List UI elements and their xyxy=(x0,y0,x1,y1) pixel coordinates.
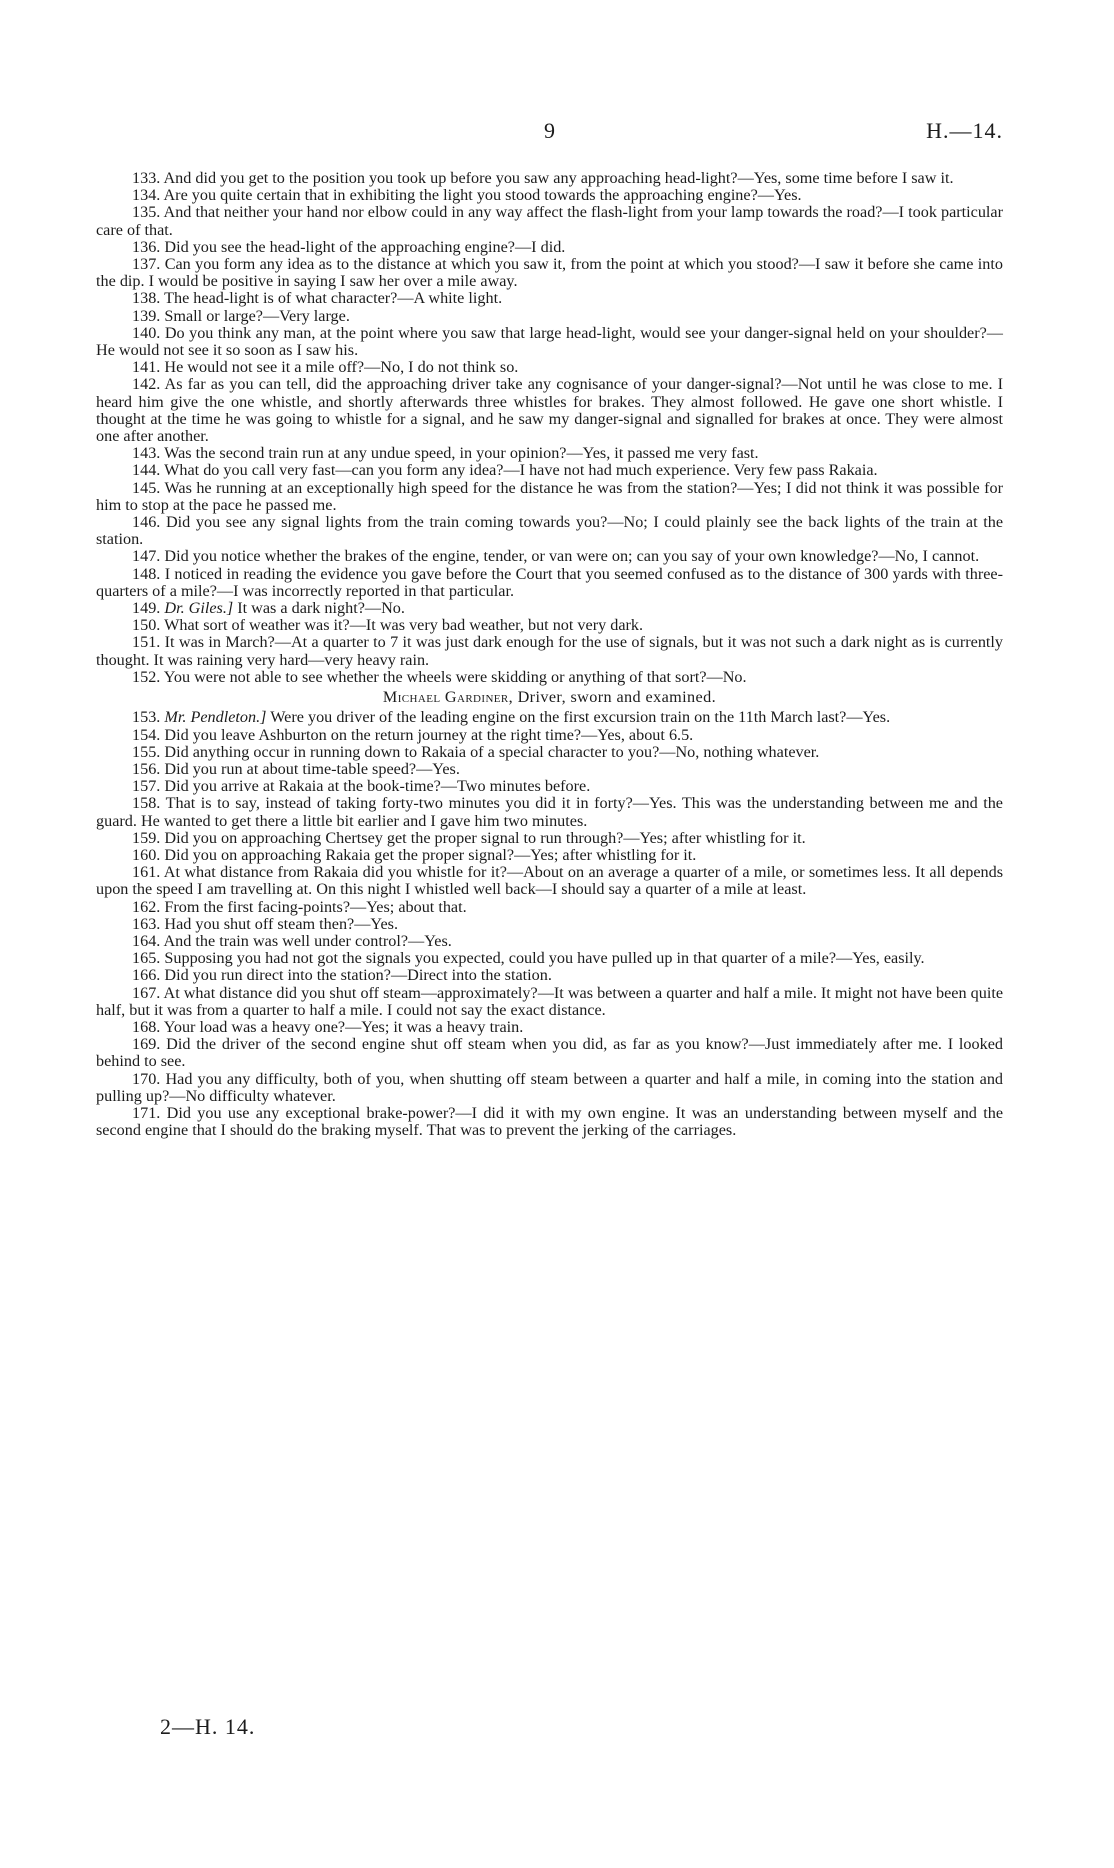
question-answer-text: From the first facing-points?—Yes; about that. xyxy=(164,897,467,916)
question-number: 141. xyxy=(132,358,161,377)
question-answer xyxy=(96,727,1003,744)
question-number: 147. xyxy=(132,547,161,566)
question-answer-text: And did you get to the position you took up before you saw any approaching head-light?—Yes, some time before I saw it. xyxy=(163,169,954,187)
question-answer-text: Supposing you had not got the signals you expected, could you have pulled up in that quarter of a mile?—Yes, easily. xyxy=(164,949,925,968)
question-answer xyxy=(96,376,1003,445)
document-reference: H.—14. xyxy=(926,118,1003,143)
question-answer xyxy=(96,187,1003,204)
question-answer xyxy=(96,847,1003,864)
question-number: 151. xyxy=(132,633,161,652)
question-answer-text: Was he running at an exceptionally high speed for the distance he was from the station?—Yes; I did not think it was possible for him to stop at the pace he passed me. xyxy=(96,478,1003,514)
question-number: 164. xyxy=(132,931,161,950)
question-number: 155. xyxy=(132,742,161,761)
question-answer-text: Did you leave Ashburton on the return journey at the right time?—Yes, about 6.5. xyxy=(164,725,694,744)
question-answer-text: As far as you can tell, did the approaching driver take any cognisance of your danger-signal?—Not until he was close to me. I heard him give the one whistle, and shortly afterwards three whistles for brakes. They almost followed. He gave one short whistle. I thought at the time he was going to whistle for a signal, and he saw my danger-signal and signalled for brakes at once. They were almost one after another. xyxy=(96,375,1003,446)
question-number: 160. xyxy=(132,845,161,864)
question-number: 167. xyxy=(132,983,161,1002)
question-answer xyxy=(96,462,1003,479)
examiner-name: Dr. Giles.] xyxy=(164,599,234,618)
question-answer-text: Did you notice whether the brakes of the engine, tender, or van were on; can you say of your own knowledge?—No, I cannot. xyxy=(164,547,980,566)
question-answer-text: Did you see any signal lights from the train coming towards you?—No; I could plainly see the back lights of the train at the station. xyxy=(96,513,1004,549)
question-answer xyxy=(96,830,1003,847)
question-answer xyxy=(96,170,1003,187)
question-answer-text: Were you driver of the leading engine on the first excursion train on the 11th March last?—Yes. xyxy=(270,708,891,727)
question-answer xyxy=(96,308,1003,325)
testimony-section-1 xyxy=(96,170,1003,686)
question-answer xyxy=(96,778,1003,795)
question-number: 171. xyxy=(132,1103,161,1122)
question-answer-text: It was in March?—At a quarter to 7 it was just dark enough for the use of signals, but it was not such a dark night as is currently thought. It was raining very hard—very heavy rain. xyxy=(96,633,1004,669)
question-answer-text: Did anything occur in running down to Rakaia of a special character to you?—No, nothing whatever. xyxy=(164,742,820,761)
question-number: 166. xyxy=(132,966,161,985)
question-answer-text: Did you arrive at Rakaia at the book-time?—Two minutes before. xyxy=(164,777,591,796)
question-answer-text: Do you think any man, at the point where you saw that large head-light, would see your danger-signal held on your shoulder?—He would not see it so soon as I saw his. xyxy=(96,323,1003,360)
question-answer-text: Did you use any exceptional brake-power?—I did it with my own engine. It was an understanding between myself and the second engine that I should do the braking myself. That was to prevent the jerking of the carriages. xyxy=(96,1103,1004,1140)
question-number: 170. xyxy=(132,1069,161,1088)
question-answer-text: Did you on approaching Chertsey get the proper signal to run through?—Yes; after whistling for it. xyxy=(164,828,806,847)
question-number: 153. xyxy=(132,708,161,727)
question-answer-text: Had you any difficulty, both of you, when shutting off steam between a quarter and half a mile, in coming into the station and pulling up?—No difficulty whatever. xyxy=(96,1069,1004,1105)
question-number: 163. xyxy=(132,914,161,933)
question-number: 140. xyxy=(132,323,161,342)
question-number: 145. xyxy=(132,478,161,497)
question-number: 154. xyxy=(132,725,161,744)
question-number: 158. xyxy=(132,794,161,813)
question-answer xyxy=(96,600,1003,617)
question-answer-text: Had you shut off steam then?—Yes. xyxy=(164,914,399,933)
question-number: 168. xyxy=(132,1017,161,1036)
question-answer-text: Can you form any idea as to the distance at which you saw it, from the point at which you stood?—I saw it before she came into the dip. I would be positive in saying I saw her over a mile away. xyxy=(96,255,1003,291)
question-answer-text: It was a dark night?—No. xyxy=(237,599,405,618)
question-answer xyxy=(96,950,1003,967)
question-answer-text: Did you run direct into the station?—Direct into the station. xyxy=(164,966,552,985)
question-answer-text: Your load was a heavy one?—Yes; it was a heavy train. xyxy=(163,1017,524,1036)
question-answer-text: Small or large?—Very large. xyxy=(164,306,350,325)
question-number: 148. xyxy=(132,564,161,583)
question-number: 156. xyxy=(132,759,161,778)
question-number: 144. xyxy=(132,461,161,480)
question-answer-text: What sort of weather was it?—It was very bad weather, but not very dark. xyxy=(164,616,644,635)
question-number: 137. xyxy=(132,255,161,274)
question-answer xyxy=(96,744,1003,761)
question-answer xyxy=(96,290,1003,307)
question-answer xyxy=(96,916,1003,933)
examiner-name: Mr. Pendleton.] xyxy=(164,708,267,727)
question-answer-text: Did you run at about time-table speed?—Yes. xyxy=(164,759,460,778)
question-answer xyxy=(96,325,1003,359)
question-number: 142. xyxy=(132,375,161,394)
testimony-section-2 xyxy=(96,709,1003,1139)
question-answer xyxy=(96,548,1003,565)
question-answer-text: The head-light is of what character?—A white light. xyxy=(164,289,503,308)
witness-heading xyxy=(96,689,1003,706)
question-answer-text: And the train was well under control?—Yes. xyxy=(163,931,452,950)
question-number: 138. xyxy=(132,289,161,308)
question-answer xyxy=(96,1019,1003,1036)
question-answer xyxy=(96,445,1003,462)
question-number: 136. xyxy=(132,237,161,256)
witness-role: , Driver, sworn and examined. xyxy=(508,688,717,707)
question-answer xyxy=(96,864,1003,898)
question-answer xyxy=(96,634,1003,668)
question-number: 139. xyxy=(132,306,161,325)
question-answer xyxy=(96,1036,1003,1070)
question-answer-text: At what distance did you shut off steam—approximately?—It was between a quarter and half a mile. It might not have been quite half, but it was from a quarter to half a mile. I could not say the exact distance. xyxy=(96,983,1004,1019)
question-answer-text: At what distance from Rakaia did you whistle for it?—About on an average a quarter of a mile, or sometimes less. It all depends upon the speed I am travelling at. On this night I whistled well back—I should say a quarter of a mile at least. xyxy=(96,863,1003,899)
question-answer xyxy=(96,967,1003,984)
question-number: 165. xyxy=(132,949,161,968)
question-answer-text: Did you on approaching Rakaia get the proper signal?—Yes; after whistling for it. xyxy=(164,845,697,864)
question-answer xyxy=(96,899,1003,916)
printer-signature: 2—H. 14. xyxy=(160,1714,256,1739)
page-header xyxy=(96,118,1003,148)
question-answer xyxy=(96,761,1003,778)
question-number: 162. xyxy=(132,897,161,916)
question-answer-text: Did the driver of the second engine shut off steam when you did, as far as you know?—Just immediately after me. I looked behind to see. xyxy=(96,1035,1003,1071)
question-answer xyxy=(96,239,1003,256)
question-answer xyxy=(96,709,1003,726)
question-answer xyxy=(96,566,1003,600)
question-number: 134. xyxy=(132,186,161,205)
question-answer-text: What do you call very fast—can you form any idea?—I have not had much experience. Very few pass Rakaia. xyxy=(164,461,878,480)
question-answer xyxy=(96,669,1003,686)
witness-name: Michael Gardiner xyxy=(382,688,509,707)
question-answer-text: Was the second train run at any undue speed, in your opinion?—Yes, it passed me very fast. xyxy=(164,444,759,463)
question-number: 159. xyxy=(132,828,161,847)
page-number: 9 xyxy=(544,118,555,143)
question-answer-text: That is to say, instead of taking forty-two minutes you did it in forty?—Yes. This was the understanding between me and the guard. He wanted to get there a little bit earlier and I gave him two minutes. xyxy=(96,794,1003,830)
question-answer-text: Are you quite certain that in exhibiting the light you stood towards the approaching engine?—Yes. xyxy=(163,186,802,205)
testimony-body xyxy=(96,170,1003,1139)
question-number: 152. xyxy=(132,667,161,686)
question-answer xyxy=(96,933,1003,950)
question-answer xyxy=(96,795,1003,829)
question-number: 161. xyxy=(132,863,161,882)
question-answer xyxy=(96,204,1003,238)
question-number: 133. xyxy=(132,169,161,187)
question-number: 135. xyxy=(132,203,161,222)
question-answer xyxy=(96,480,1003,514)
question-answer xyxy=(96,1105,1003,1139)
question-number: 169. xyxy=(132,1035,161,1054)
question-answer xyxy=(96,256,1003,290)
question-answer xyxy=(96,1071,1003,1105)
question-answer xyxy=(96,359,1003,376)
question-answer xyxy=(96,514,1003,548)
question-answer-text: Did you see the head-light of the approaching engine?—I did. xyxy=(164,237,566,256)
question-answer-text: And that neither your hand nor elbow could in any way affect the flash-light from your lamp towards the road?—I took particular care of that. xyxy=(96,203,1004,239)
question-number: 146. xyxy=(132,513,161,532)
question-number: 143. xyxy=(132,444,161,463)
question-answer-text: He would not see it a mile off?—No, I do not think so. xyxy=(164,358,519,377)
question-number: 149. xyxy=(132,599,161,618)
question-answer xyxy=(96,985,1003,1019)
question-answer xyxy=(96,617,1003,634)
question-number: 150. xyxy=(132,616,161,635)
question-answer-text: You were not able to see whether the wheels were skidding or anything of that sort?—No. xyxy=(163,667,747,686)
question-number: 157. xyxy=(132,777,161,796)
question-answer-text: I noticed in reading the evidence you gave before the Court that you seemed confused as to the distance of 300 yards with three-quarters of a mile?—I was incorrectly reported in that particular. xyxy=(96,564,1003,600)
